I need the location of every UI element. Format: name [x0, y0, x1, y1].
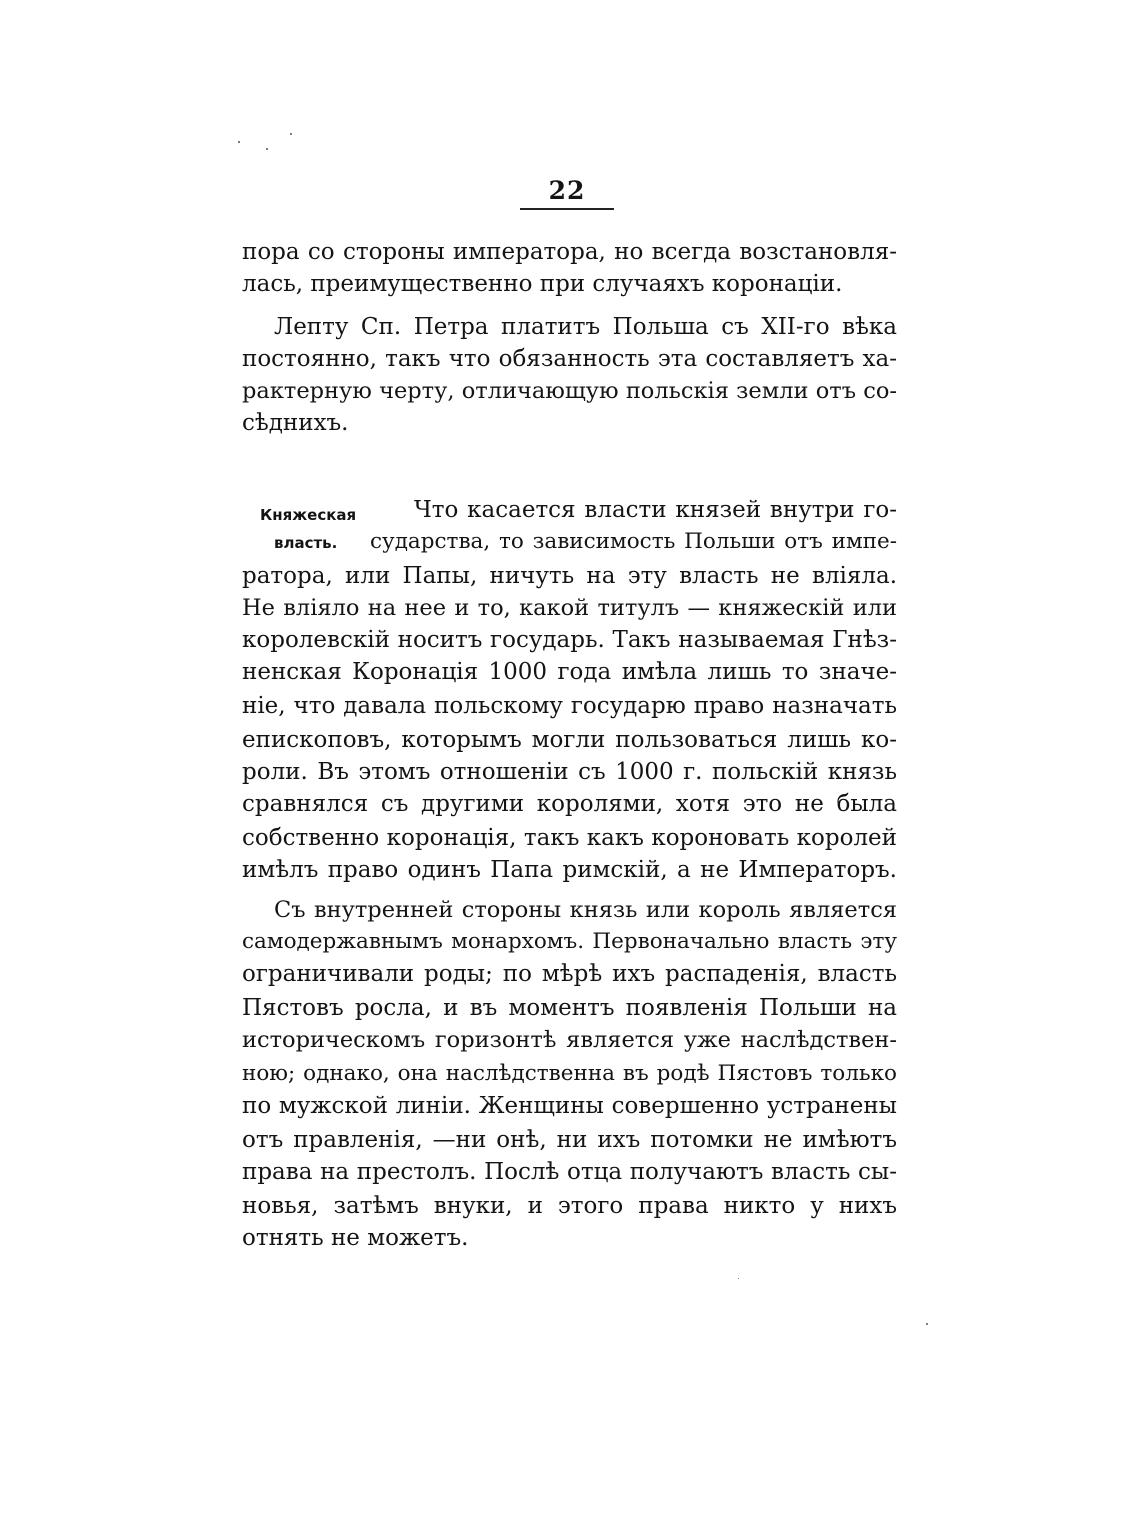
text-line: отнять не можетъ.	[242, 1225, 469, 1251]
text-line: пора со стороны императора, но всегда возстановля-	[242, 239, 897, 265]
text-line: самодержавнымъ монархомъ. Первоначально власть эту	[242, 929, 897, 954]
page-number-rule	[520, 208, 614, 210]
text-line: Лепту Сп. Петра платитъ Польша съ XII-го вѣка	[274, 314, 897, 340]
text-line: ненская Коронація 1000 года имѣла лишь то значе-	[242, 659, 897, 685]
text-line: ограничивали роды; по мѣрѣ ихъ распаденія, власть	[242, 961, 897, 987]
page-number: 22	[548, 176, 586, 205]
print-speck	[738, 1278, 739, 1279]
text-line: новья, затѣмъ внуки, и этого права никто у нихъ	[242, 1193, 897, 1219]
text-line: Не вліяло на нее и то, какой титулъ — княжескій или	[242, 595, 897, 621]
text-line: королевскій носитъ государь. Такъ называемая Гнѣз-	[242, 627, 897, 653]
text-line: Пястовъ росла, и въ моментъ появленія Польши на	[242, 995, 897, 1021]
text-line: Съ внутренней стороны князь или король является	[274, 897, 897, 923]
print-speck	[238, 141, 240, 143]
text-line: ною; однако, она наслѣдственна въ родѣ Пястовъ только	[242, 1061, 897, 1086]
text-line: лась, преимущественно при случаяхъ коронаціи.	[242, 271, 843, 297]
text-line: сѣднихъ.	[242, 410, 349, 436]
text-line: права на престолъ. Послѣ отца получаютъ власть сы-	[242, 1159, 897, 1185]
text-line: рактерную черту, отличающую польскія земли отъ со-	[242, 378, 897, 404]
text-line: постоянно, такъ что обязанность эта составляетъ ха-	[242, 346, 897, 372]
print-speck	[926, 1323, 928, 1325]
margin-note-line: власть.	[274, 534, 338, 552]
text-line: отъ правленія, —ни онѣ, ни ихъ потомки не имѣютъ	[242, 1127, 897, 1153]
text-line: сравнялся съ другими королями, хотя это не была	[242, 791, 897, 817]
text-line: Что касается власти князей внутри го-	[414, 497, 897, 523]
text-line: собственно коронація, такъ какъ короновать королей	[242, 825, 897, 851]
text-line: роли. Въ этомъ отношеніи съ 1000 г. польскій князь	[242, 759, 897, 785]
text-line: по мужской линіи. Женщины совершенно устранены	[242, 1093, 897, 1119]
text-line: сударства, то зависимость Польши отъ импе-	[370, 529, 897, 554]
margin-note-line: Княжеская	[260, 506, 357, 524]
print-speck	[266, 148, 268, 150]
print-speck	[290, 133, 292, 135]
text-line: ратора, или Папы, ничуть на эту власть не вліяла.	[242, 563, 897, 589]
text-line: ніе, что давала польскому государю право назначать	[242, 693, 897, 719]
text-line: епископовъ, которымъ могли пользоваться лишь ко-	[242, 727, 897, 753]
text-line: имѣлъ право одинъ Папа римскій, а не Императоръ.	[242, 857, 897, 883]
text-line: историческомъ горизонтѣ является уже наслѣдствен-	[242, 1027, 897, 1053]
